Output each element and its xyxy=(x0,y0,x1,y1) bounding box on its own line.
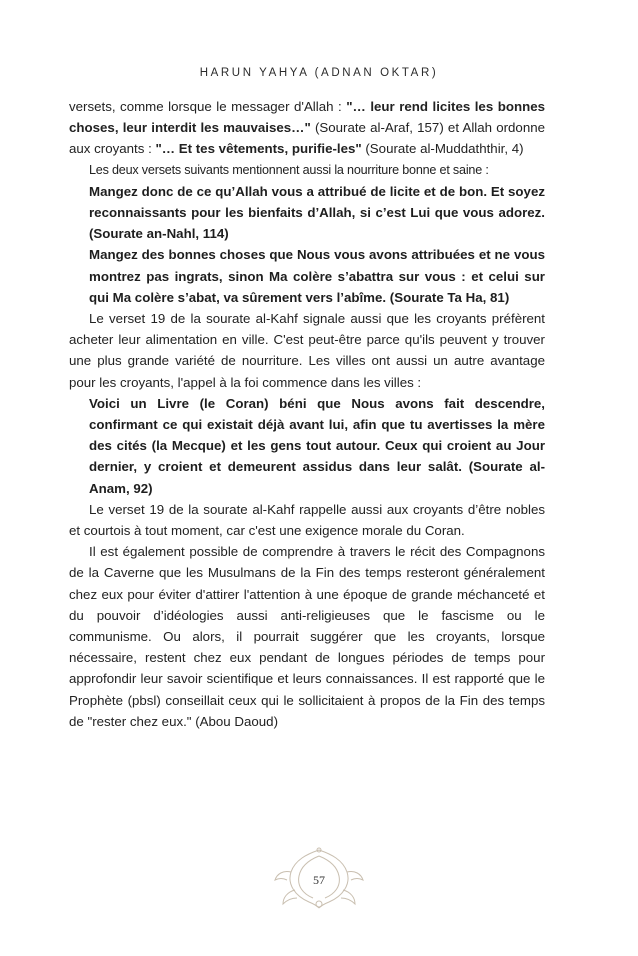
paragraph-3: Le verset 19 de la sourate al-Kahf signale aussi que les croyants préfèrent acheter leur alimentation en ville. C'est peut-être parce qu'ils peuvent y trouver une plus grande variété de nourriture. Les villes ont aussi un autre avantage pour les croyants, l'appel à la foi commence dans les villes : xyxy=(69,311,545,390)
page-number: 57 xyxy=(313,873,325,887)
paragraph-1-text-b: (Sourate al-Araf, 157) et Allah ordonne aux croyants : xyxy=(69,120,546,157)
quote-block-nahl: Mangez donc de ce qu’Allah vous a attribué de licite et de bon. Et soyez reconnaissants pour les bienfaits d’Allah, si c’est Lui que vous adorez. (Sourate an-Nahl, 114) xyxy=(89,183,545,242)
quote-block-taha: Mangez des bonnes choses que Nous vous avons attribuées et ne vous montrez pas ingrats, sinon Ma colère s’abattra sur vous : et celui sur qui Ma colère s’abat, va sûrement vers l’abîme. (Sourate Ta Ha, 81) xyxy=(89,247,545,305)
page-body xyxy=(69,96,545,732)
paragraph-2: Les deux versets suivants mentionnent aussi la nourriture bonne et saine : xyxy=(89,162,489,177)
quote-muddaththir: "… Et tes vêtements, purifie-les" xyxy=(155,141,362,157)
running-head: HARUN YAHYA (ADNAN OKTAR) xyxy=(199,67,439,79)
quote-araf: "… leur rend licites les bonnes choses, leur interdit les mauvaises…" xyxy=(69,99,546,136)
paragraph-1 xyxy=(69,96,545,160)
quote-block-anam: Voici un Livre (le Coran) béni que Nous avons fait descendre, confirmant ce qui existait déjà avant lui, afin que tu avertisses la mère des cités (la Mecque) et les gens tout autour. Ceux qui croient au Jour dernier, y croient et demeurent assidus dans leur salât. (Sourate al-Anam, 92) xyxy=(89,395,545,496)
paragraph-5: Il est également possible de comprendre à travers le récit des Compagnons de la Caverne que les Musulmans de la Fin des temps resteront généralement chez eux pour éviter d'attirer l'attention à une époque de grande méchanceté et du pouvoir d’idéologies aussi anti-religieuses que le fascisme ou le communisme. Ou alors, il pourrait suggérer que les croyants, lorsque nécessaire, restent chez eux pendant de longues périodes de temps pour approfondir leur savoir scientifique et leurs connaissances. Il est rapporté que le Prophète (pbsl) conseillait ceux qui le sollicitaient à propos de la Fin des temps de "rester chez eux." (Abou Daoud) xyxy=(69,544,545,729)
paragraph-1-text-c: (Sourate al-Muddaththir, 4) xyxy=(361,141,524,157)
paragraph-4: Le verset 19 de la sourate al-Kahf rappelle aussi aux croyants d’être nobles et courtois à tout moment, car c'est une exigence morale du Coran. xyxy=(69,501,545,539)
paragraph-1-text-a: versets, comme lorsque le messager d'Allah : xyxy=(69,99,347,114)
